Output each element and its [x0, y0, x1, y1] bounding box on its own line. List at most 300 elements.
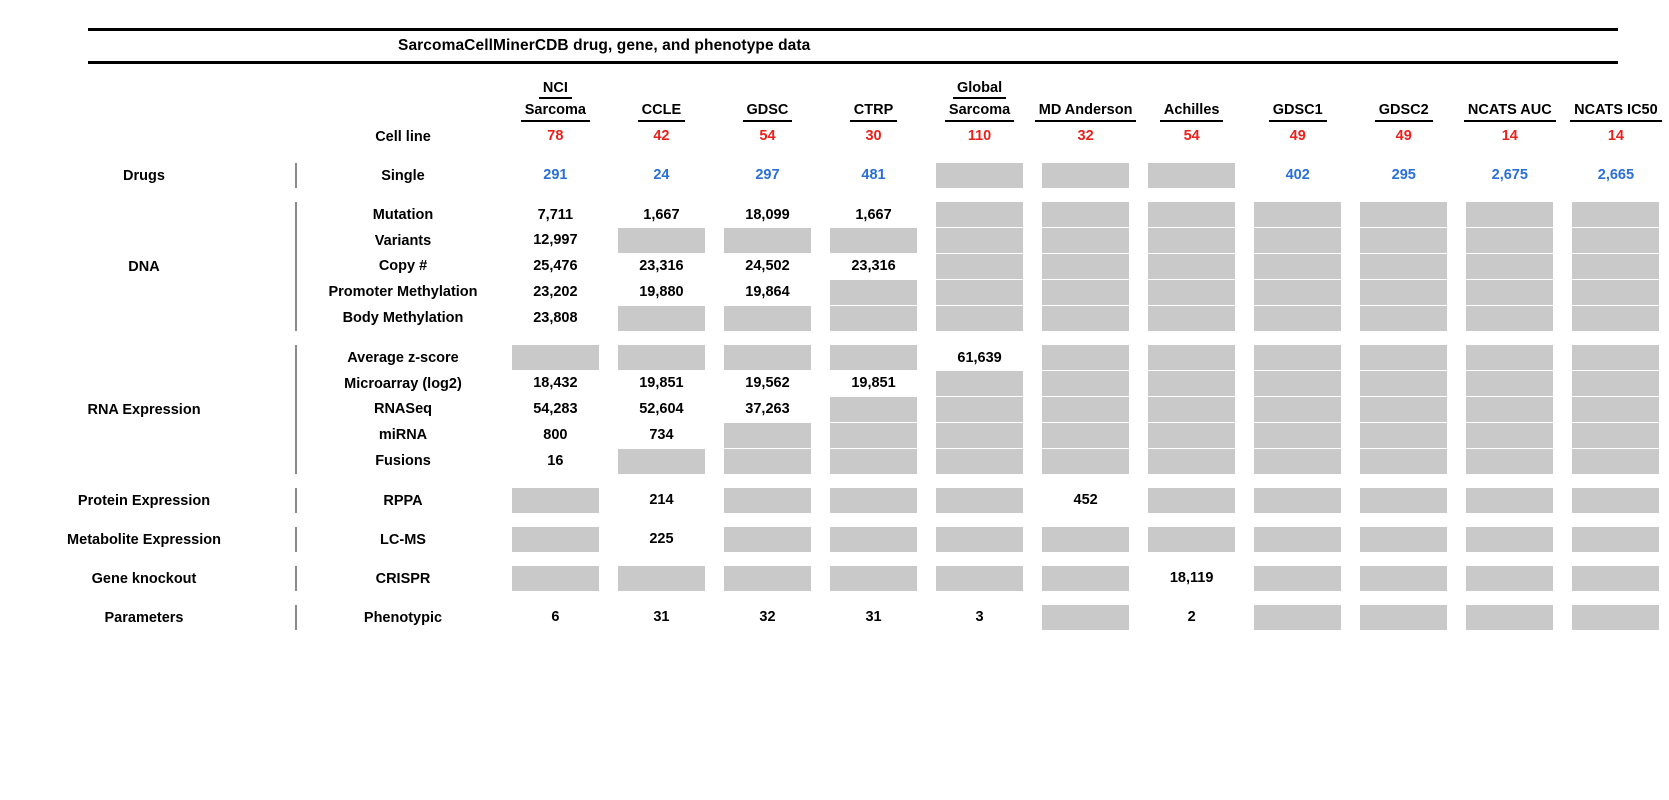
empty-block: [1360, 527, 1447, 552]
cell-wrap: [1563, 345, 1669, 370]
data-cell: [1245, 202, 1351, 228]
cell-wrap: [714, 124, 820, 149]
cell-wrap: [1351, 202, 1457, 227]
cell-line-value-4: [927, 124, 1033, 149]
data-cell: [1457, 345, 1563, 371]
data-cell: [502, 488, 608, 513]
data-cell: [714, 527, 820, 552]
spacer-cell: [304, 331, 503, 345]
data-cell: [1457, 202, 1563, 228]
empty-block: [936, 280, 1023, 305]
data-cell: [1351, 305, 1457, 331]
data-cell: [1457, 397, 1563, 423]
empty-block: [1042, 202, 1129, 227]
spacer-cell: [502, 331, 608, 345]
data-cell: [1245, 605, 1351, 630]
column-header-label: Sarcoma: [945, 102, 1014, 122]
data-cell: [1351, 202, 1457, 228]
section-spacer: [0, 149, 1669, 163]
empty-block: [936, 163, 1023, 188]
group-label-3: Protein Expression: [77, 492, 211, 509]
spacer-cell: [820, 591, 926, 605]
data-cell: [502, 254, 608, 280]
data-cell: [1139, 228, 1245, 254]
cell-wrap: [1351, 163, 1457, 188]
empty-block: [1254, 202, 1341, 227]
table-row: [0, 202, 1669, 228]
section-spacer: [0, 591, 1669, 605]
cell-wrap: [502, 371, 608, 396]
data-value: 19,851: [639, 375, 684, 392]
empty-block: [1148, 371, 1235, 396]
data-value: 49: [1289, 128, 1306, 145]
spacer-cell: [1563, 149, 1669, 163]
data-cell: [820, 397, 926, 423]
cell-wrap: [1351, 423, 1457, 448]
data-cell: [1563, 488, 1669, 513]
empty-block: [618, 449, 705, 474]
cell-wrap: [1033, 527, 1139, 552]
cell-wrap: [714, 397, 820, 422]
data-cell: [927, 163, 1033, 188]
spacer-cell: [1245, 591, 1351, 605]
cell-wrap: [714, 254, 820, 279]
spacer-cell: [927, 188, 1033, 202]
data-cell: [1351, 163, 1457, 188]
empty-block: [1042, 423, 1129, 448]
column-header-6: [1139, 100, 1245, 124]
data-cell: [927, 254, 1033, 280]
empty-block: [1042, 254, 1129, 279]
data-cell: [1457, 305, 1563, 331]
group-label-4: Metabolite Expression: [67, 531, 221, 548]
column-header-top-3: [820, 78, 926, 100]
data-cell: [714, 202, 820, 228]
data-value: 18,099: [745, 206, 790, 223]
data-cell: [1351, 397, 1457, 423]
cell-wrap: [820, 254, 926, 279]
data-cell: [1245, 305, 1351, 331]
row-label: Phenotypic: [363, 609, 443, 626]
cell-wrap: [1457, 423, 1563, 448]
spacer-cell: [714, 188, 820, 202]
data-cell: [502, 279, 608, 305]
cell-wrap: [502, 163, 608, 188]
data-matrix: [0, 78, 1669, 630]
cell-wrap: [1351, 397, 1457, 422]
cell-wrap: [608, 306, 714, 331]
data-value: 2,675: [1491, 167, 1528, 184]
data-cell: [1033, 345, 1139, 371]
data-value: 2,665: [1597, 167, 1635, 184]
section-spacer: [0, 188, 1669, 202]
empty-block: [1466, 371, 1553, 396]
empty-block: [1042, 397, 1129, 422]
row-label-cell-line: Cell line: [375, 128, 431, 145]
column-header-7: [1245, 100, 1351, 124]
data-cell: [1563, 345, 1669, 371]
cell-wrap: [1563, 488, 1669, 513]
title-rule-bottom: [88, 61, 1618, 64]
data-cell: [1139, 488, 1245, 513]
cell-wrap: [608, 371, 714, 396]
empty-block: [1042, 345, 1129, 370]
data-cell: [502, 163, 608, 188]
data-cell: [1457, 254, 1563, 280]
column-header-top-6: [1139, 78, 1245, 100]
group-label-0: Drugs: [123, 167, 165, 184]
cell-wrap: [1563, 397, 1669, 422]
row-label: Body Methylation: [342, 310, 464, 327]
cell-line-value-6: [1139, 124, 1245, 149]
cell-wrap: [714, 306, 820, 331]
data-cell: [1563, 202, 1669, 228]
title-row: [88, 31, 1618, 61]
data-cell: [1245, 422, 1351, 448]
data-cell: [1245, 345, 1351, 371]
cell-line-value-7: [1245, 124, 1351, 149]
spacer-cell: [1245, 552, 1351, 566]
cell-wrap: [1245, 397, 1351, 422]
group-bar-empty: [288, 124, 304, 149]
empty-block: [1360, 449, 1447, 474]
cell-wrap: [1457, 449, 1563, 474]
empty-block: [1466, 345, 1553, 370]
data-cell: [1245, 228, 1351, 254]
empty-block: [1254, 527, 1341, 552]
cell-wrap: [1563, 163, 1669, 188]
cell-wrap: [714, 449, 820, 474]
empty-block: [1254, 605, 1341, 630]
spacer-cell: [1139, 591, 1245, 605]
empty-block: [1148, 397, 1235, 422]
data-cell: [1245, 371, 1351, 397]
empty-block: [936, 371, 1023, 396]
empty-block: [1360, 306, 1447, 331]
spacer-cell: [927, 513, 1033, 527]
data-value: 3: [975, 609, 984, 626]
group-bracket-bar: [295, 566, 297, 591]
data-cell: [1457, 605, 1563, 630]
data-value: 18,119: [1169, 570, 1214, 587]
cell-line-value-0: [502, 124, 608, 149]
empty-block: [724, 306, 811, 331]
data-cell: [1139, 605, 1245, 630]
empty-block: [1360, 254, 1447, 279]
cell-line-value-5: [1033, 124, 1139, 149]
empty-block: [936, 566, 1023, 591]
table-row: [0, 605, 1669, 630]
cell-wrap: [1351, 449, 1457, 474]
row-label: Microarray (log2): [344, 375, 462, 392]
data-cell: [1033, 228, 1139, 254]
cell-wrap: [1245, 202, 1351, 227]
cell-wrap: [1351, 345, 1457, 370]
cell-wrap: [820, 449, 926, 474]
cell-wrap: [1351, 527, 1457, 552]
empty-block: [936, 488, 1023, 513]
data-value: 19,864: [745, 284, 790, 301]
row-label: Fusions: [375, 453, 431, 470]
data-cell: [820, 202, 926, 228]
empty-block: [1466, 280, 1553, 305]
column-header-3: [820, 100, 926, 124]
cell-wrap: [1139, 280, 1245, 305]
empty-block: [1572, 254, 1659, 279]
cell-wrap: [1033, 228, 1139, 253]
header-spacer-group: [0, 78, 288, 100]
cell-wrap: [1457, 566, 1563, 591]
empty-block: [1360, 397, 1447, 422]
data-cell: [927, 305, 1033, 331]
data-cell: [1245, 488, 1351, 513]
data-value: 110: [967, 128, 992, 145]
empty-block: [1042, 605, 1129, 630]
empty-block: [1572, 397, 1659, 422]
cell-wrap: [502, 306, 608, 331]
data-cell: [714, 422, 820, 448]
column-header-label: CCLE: [638, 102, 685, 122]
cell-wrap: [1033, 423, 1139, 448]
spacer-cell: [1457, 552, 1563, 566]
group-bracket-bar: [295, 202, 297, 331]
section-spacer: [0, 474, 1669, 488]
empty-block: [1254, 423, 1341, 448]
cell-wrap: [1563, 527, 1669, 552]
cell-wrap: [1457, 397, 1563, 422]
data-cell: [1139, 566, 1245, 591]
data-cell: [1351, 371, 1457, 397]
data-value: 734: [649, 427, 674, 444]
cell-wrap: [820, 228, 926, 253]
cell-wrap: [714, 605, 820, 630]
cell-wrap: [608, 345, 714, 370]
data-cell: [1139, 397, 1245, 423]
empty-block: [1148, 306, 1235, 331]
data-cell: [1563, 163, 1669, 188]
spacer-cell: [1033, 552, 1139, 566]
data-cell: [502, 202, 608, 228]
data-cell: [1457, 279, 1563, 305]
data-value: 214: [649, 492, 674, 509]
column-header-top-0: [502, 78, 608, 100]
empty-block: [724, 423, 811, 448]
spacer-cell: [714, 513, 820, 527]
cell-wrap: [608, 280, 714, 305]
empty-block: [830, 306, 917, 331]
empty-block: [1254, 228, 1341, 253]
data-value: 49: [1395, 128, 1412, 145]
data-value: 24,502: [745, 258, 790, 275]
empty-block: [830, 280, 917, 305]
group-bracket-4: [288, 527, 304, 552]
cell-wrap: [502, 566, 608, 591]
spacer-cell: [304, 513, 503, 527]
data-cell: [608, 163, 714, 188]
column-header-2: [714, 100, 820, 124]
empty-block: [618, 306, 705, 331]
spacer-cell: [288, 474, 304, 488]
column-header-label: NCATS IC50: [1570, 102, 1662, 122]
column-header-9: [1457, 100, 1563, 124]
empty-block: [1360, 202, 1447, 227]
spacer-cell: [608, 188, 714, 202]
data-cell: [714, 448, 820, 474]
data-cell: [1033, 422, 1139, 448]
empty-block: [1466, 488, 1553, 513]
data-cell: [1351, 488, 1457, 513]
cell-wrap: [1245, 228, 1351, 253]
cell-wrap: [927, 124, 1033, 149]
cell-wrap: [1351, 488, 1457, 513]
spacer-cell: [0, 474, 288, 488]
cell-wrap: [608, 228, 714, 253]
spacer-cell: [927, 149, 1033, 163]
data-cell: [820, 488, 926, 513]
cell-wrap: [820, 280, 926, 305]
table-row: [0, 345, 1669, 371]
spacer-cell: [1563, 188, 1669, 202]
column-header-4: [927, 100, 1033, 124]
spacer-cell: [927, 474, 1033, 488]
group-label-6: Parameters: [104, 609, 184, 626]
cell-wrap: [927, 566, 1033, 591]
empty-block: [1360, 371, 1447, 396]
cell-wrap: [608, 423, 714, 448]
cell-wrap: [1457, 306, 1563, 331]
cell-wrap: [1457, 371, 1563, 396]
data-cell: [608, 305, 714, 331]
empty-block: [936, 423, 1023, 448]
data-cell: [1033, 488, 1139, 513]
empty-block: [1148, 202, 1235, 227]
data-value: 54,283: [533, 401, 578, 418]
data-value: 19,880: [639, 284, 684, 301]
spacer-cell: [288, 331, 304, 345]
empty-block: [1360, 566, 1447, 591]
data-cell: [1457, 228, 1563, 254]
data-cell: [714, 163, 820, 188]
data-cell: [1139, 422, 1245, 448]
data-value: 800: [543, 427, 568, 444]
cell-wrap: [1457, 202, 1563, 227]
data-cell: [608, 566, 714, 591]
cell-wrap: [502, 423, 608, 448]
empty-block: [1148, 345, 1235, 370]
data-value: 481: [861, 167, 886, 184]
spacer-cell: [608, 513, 714, 527]
data-cell: [820, 448, 926, 474]
cell-wrap: [502, 605, 608, 630]
cell-wrap: [820, 345, 926, 370]
spacer-cell: [714, 474, 820, 488]
empty-block: [936, 254, 1023, 279]
cell-wrap: [1245, 163, 1351, 188]
empty-block: [830, 527, 917, 552]
empty-block: [1254, 254, 1341, 279]
data-cell: [1245, 448, 1351, 474]
row-label: Promoter Methylation: [328, 284, 478, 301]
group-label-2: RNA Expression: [87, 401, 201, 418]
spacer-cell: [1457, 149, 1563, 163]
empty-block: [724, 527, 811, 552]
cell-wrap: [820, 566, 926, 591]
empty-block: [1254, 566, 1341, 591]
data-cell: [502, 605, 608, 630]
cell-wrap: [608, 566, 714, 591]
empty-block: [1042, 163, 1129, 188]
column-header-0: [502, 100, 608, 124]
cell-wrap: [502, 228, 608, 253]
column-header-10: [1563, 100, 1669, 124]
empty-block: [1042, 280, 1129, 305]
data-cell: [714, 279, 820, 305]
empty-block: [512, 566, 599, 591]
data-cell: [927, 488, 1033, 513]
empty-block: [1572, 605, 1659, 630]
column-header-top-8: [1351, 78, 1457, 100]
spacer-cell: [1245, 149, 1351, 163]
cell-wrap: [1245, 488, 1351, 513]
empty-block: [830, 423, 917, 448]
cell-wrap: [1351, 254, 1457, 279]
spacer-cell: [304, 591, 503, 605]
cell-wrap: [1563, 371, 1669, 396]
cell-wrap: [1139, 254, 1245, 279]
empty-block: [936, 449, 1023, 474]
row-label: RPPA: [383, 492, 423, 509]
cell-wrap: [927, 306, 1033, 331]
empty-block: [1466, 228, 1553, 253]
data-cell: [927, 279, 1033, 305]
empty-block: [618, 345, 705, 370]
cell-wrap: [1351, 306, 1457, 331]
spacer-cell: [502, 513, 608, 527]
data-cell: [714, 254, 820, 280]
spacer-cell: [1351, 149, 1457, 163]
cell-wrap: [927, 605, 1033, 630]
data-cell: [1351, 566, 1457, 591]
spacer-cell: [1457, 474, 1563, 488]
column-header-5: [1033, 100, 1139, 124]
row-label: Average z-score: [347, 349, 459, 366]
cell-wrap: [927, 254, 1033, 279]
data-value: 18,432: [533, 375, 578, 392]
group-bracket-bar: [295, 345, 297, 474]
data-cell: [927, 202, 1033, 228]
empty-block: [1042, 449, 1129, 474]
cell-wrap: [1033, 306, 1139, 331]
column-header-label: GDSC2: [1375, 102, 1433, 122]
cell-wrap: [1033, 254, 1139, 279]
empty-block: [1466, 449, 1553, 474]
cell-wrap: [714, 202, 820, 227]
cell-wrap: [1351, 371, 1457, 396]
data-cell: [1033, 279, 1139, 305]
data-cell: [1139, 371, 1245, 397]
empty-block: [1572, 423, 1659, 448]
cell-wrap: [1139, 423, 1245, 448]
data-value: 61,639: [957, 349, 1002, 366]
empty-block: [1572, 306, 1659, 331]
data-cell: [1245, 279, 1351, 305]
spacer-cell: [1351, 474, 1457, 488]
data-cell: [1563, 527, 1669, 552]
spacer-cell: [1245, 331, 1351, 345]
data-value: 14: [1607, 128, 1624, 145]
cell-wrap: [927, 527, 1033, 552]
data-cell: [1033, 254, 1139, 280]
